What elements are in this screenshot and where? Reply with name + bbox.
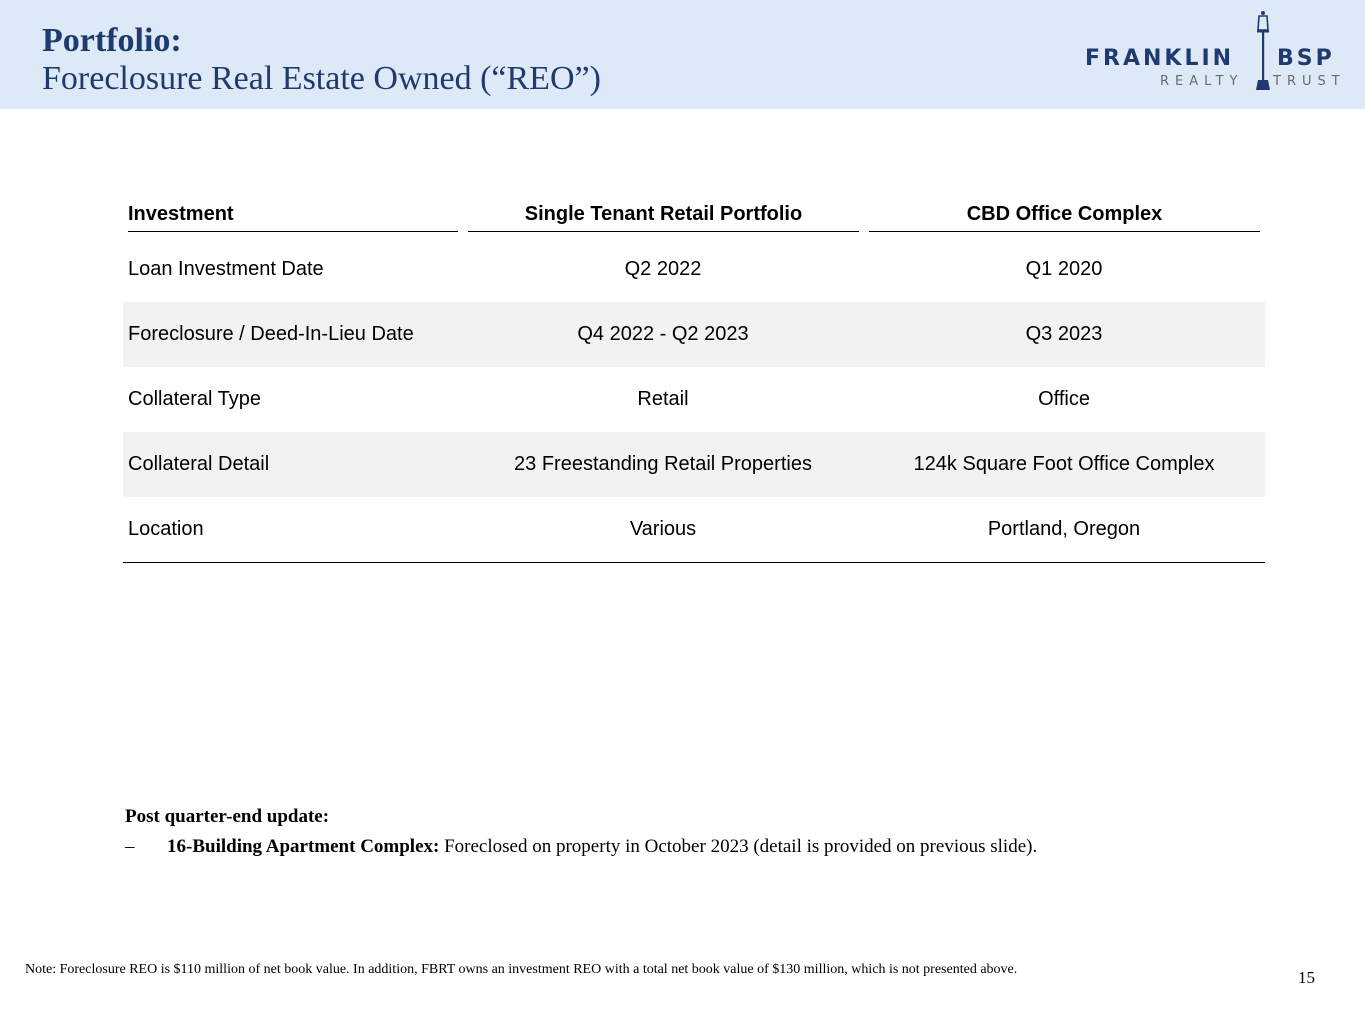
update-heading: Post quarter-end update: [125, 806, 330, 827]
lamppost-logo-icon [1253, 10, 1273, 92]
table-bottom-rule [123, 562, 1265, 563]
row-label: Collateral Detail [128, 453, 270, 475]
row-value-retail: Various [629, 518, 697, 540]
update-item-text: Foreclosed on property in October 2023 (detail is provided on previous slide). [439, 836, 1038, 857]
row-value-retail: Retail [637, 388, 689, 410]
row-value-office: Portland, Oregon [987, 518, 1141, 540]
logo-subtext-left: REALTY [1160, 74, 1244, 89]
table-row [123, 367, 1265, 432]
page-number: 15 [1298, 968, 1315, 987]
page-title: Portfolio: [42, 22, 182, 59]
row-value-retail: Q4 2022 - Q2 2023 [577, 323, 749, 345]
company-logo [1080, 10, 1355, 95]
page-subtitle: Foreclosure Real Estate Owned (“REO”) [42, 60, 601, 97]
bullet-dash: – [125, 836, 135, 857]
logo-text-left: FRANKLIN [1085, 46, 1235, 71]
table-row [123, 497, 1265, 562]
footnote: Note: Foreclosure REO is $110 million of net book value. In addition, FBRT owns an investment REO with a total net book value of $130 million, which is not presented above. [25, 962, 1018, 977]
row-value-retail: 23 Freestanding Retail Properties [514, 453, 812, 475]
row-label: Loan Investment Date [128, 258, 324, 280]
row-value-office: Office [1038, 388, 1090, 410]
table-header-investment: Investment [128, 203, 458, 232]
row-value-office: Q1 2020 [1025, 258, 1103, 280]
update-item [167, 836, 1037, 858]
update-item-title: 16-Building Apartment Complex: [167, 836, 440, 857]
row-label: Location [128, 518, 204, 540]
row-label: Collateral Type [128, 388, 262, 410]
table-row [123, 302, 1265, 367]
table-header-retail-portfolio: Single Tenant Retail Portfolio [468, 203, 859, 232]
row-value-office: Q3 2023 [1025, 323, 1103, 345]
logo-text-right: BSP [1277, 46, 1335, 71]
table-header-office-complex: CBD Office Complex [869, 203, 1260, 232]
row-value-office: 124k Square Foot Office Complex [913, 453, 1215, 475]
logo-subtext-right: TRUST [1273, 74, 1346, 89]
row-label: Foreclosure / Deed-In-Lieu Date [128, 323, 414, 345]
table-row [123, 432, 1265, 497]
table-row [123, 237, 1265, 302]
row-value-retail: Q2 2022 [624, 258, 702, 280]
